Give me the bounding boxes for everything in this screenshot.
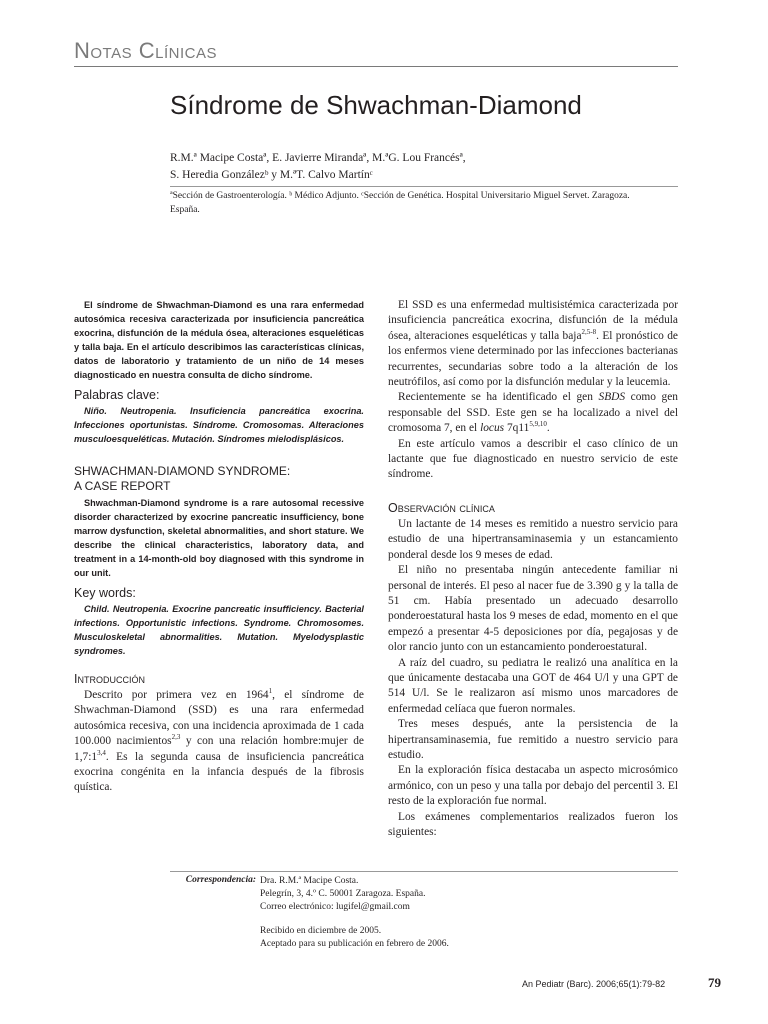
observation-heading: Observación clínica <box>388 500 495 515</box>
correspondence-name: Dra. R.M.ª Macipe Costa. <box>260 876 359 886</box>
right-paragraph-3: En este artículo vamos a describir el caso clínico de un lactante que fue diagnosticado en nuestro servicio de este síndrome. <box>388 437 678 481</box>
english-title-line-1: SHWACHMAN-DIAMOND SYNDROME: <box>74 464 291 478</box>
right-p2-text-4: . <box>546 422 550 435</box>
authors-block <box>170 150 678 184</box>
authors-line-2: S. Heredia Gonzálezᵇ y M.ªT. Calvo Martínᶜ <box>170 169 373 181</box>
correspondence-divider <box>170 871 678 872</box>
english-title <box>74 464 364 494</box>
observation-paragraph-5: En la exploración física destacaba un aspecto microsómico armónico, con un peso y una talla por debajo del percentil 3. El resto de la exploración fue normal. <box>388 764 678 808</box>
observation-paragraph-6: Los exámenes complementarios realizados fueron los siguientes: <box>388 810 678 838</box>
keywords-heading-english: Key words: <box>74 586 136 600</box>
intro-text-2: , el síndrome de Shwachman-Diamond (SSD) es una rara enfermedad autosómica recesiva, con una incidencia aproximada de 1 cada 100.000 nacimientos <box>74 689 364 748</box>
right-paragraph-2 <box>388 390 678 436</box>
keywords-heading-spanish: Palabras clave: <box>74 388 160 402</box>
intro-text-1: Descrito por primera vez en 1964 <box>84 689 269 701</box>
page-number: 79 <box>708 975 721 990</box>
authors-line-1: R.M.ª Macipe Costaª, E. Javierre Mirandaª, M.ªG. Lou Francésª, <box>170 152 466 164</box>
left-column <box>74 298 364 796</box>
section-heading: Notas Clínicas <box>74 38 217 63</box>
intro-text-3: y con una relación hombre:mujer de 1,7:1 <box>74 735 364 763</box>
observation-paragraph-3: A raíz del cuadro, su pediatra le realizó una analítica en la que únicamente destacaba una GOT de 464 U/l y una GPT de 514 U/l. Se le realizaron así mismo unos marcadores de enfermedad celíaca que fueron normales. <box>388 656 678 715</box>
right-paragraph-1 <box>388 298 678 390</box>
locus-term: locus <box>480 422 505 435</box>
citation-ref: 5,9,10 <box>529 420 547 429</box>
citation-ref: 1 <box>268 687 273 696</box>
right-p1-text-1: El SSD es una enfermedad multisistémica caracterizada por insuficiencia pancreática exocrina, disfunción de la médula ósea, alteraciones esqueléticas y talla baja <box>388 299 678 342</box>
affiliation-divider <box>170 186 678 187</box>
keywords-spanish: Niño. Neutropenia. Insuficiencia pancreática exocrina. Infecciones oportunistas. Síndrome. Cromosomas. Alteraciones musculoesqueléticas. Mutación. Síndromes mielodisplásicos. <box>74 406 364 444</box>
right-p2-text-1: Recientemente se ha identificado el gen <box>398 391 599 404</box>
correspondence-label: Correspondencia: <box>185 875 256 885</box>
citation-ref: 2,5-8 <box>581 328 597 337</box>
gene-name: SBDS <box>598 391 626 404</box>
keywords-english: Child. Neutropenia. Exocrine pancreatic insufficiency. Bacterial infections. Opportunistic infections. Syndrome. Chromosomes. Musculoskeletal abnormalities. Mutation. Myelodysplastic syndromes. <box>74 604 364 656</box>
right-p2-text-3: 7q11 <box>504 422 530 435</box>
right-p2-text-2: como gen responsable del SSD. Este gen se ha localizado a nivel del cromosoma 7, en el <box>388 391 678 435</box>
accepted-date: Aceptado para su publicación en febrero de 2006. <box>260 939 449 949</box>
right-p1-text-2: . El pronóstico de los enfermos viene determinado por las infecciones bacterianas recurrentes, secundarias sobre todo a la alteración de los neutrófilos, así como por la disfunción medular y la leucemia. <box>388 329 678 389</box>
article-title: Síndrome de Shwachman-Diamond <box>170 90 582 120</box>
right-column <box>388 298 678 840</box>
correspondence-email: Correo electrónico: lugifel@gmail.com <box>260 902 410 912</box>
affiliation: ªSección de Gastroenterología. ᵇ Médico Adjunto. ᶜSección de Genética. Hospital Universitario Miguel Servet. Zaragoza. España. <box>170 191 630 215</box>
header-divider <box>74 66 678 67</box>
correspondence-block <box>260 875 680 951</box>
observation-paragraph-2: El niño no presentaba ningún antecedente familiar ni personal de interés. El peso al nacer fue de 3.390 g y la talla de 51 cm. Había presentado un adecuado desarrollo ponderoestatural hasta los 9 meses de edad, momento en el que empezó a presentar 4-5 deposiciones por día, pegajosas y de olor rancio junto con un estancamiento ponderoestatural. <box>388 564 678 654</box>
citation-ref: 2,3 <box>171 733 181 742</box>
intro-paragraph <box>74 688 364 796</box>
intro-heading: Introducción <box>74 672 145 686</box>
observation-paragraph-4: Tres meses después, ante la persistencia de la hipertransaminasemia, fue remitido a nuestro servicio para estudio. <box>388 718 678 761</box>
observation-paragraph-1: Un lactante de 14 meses es remitido a nuestro servicio para estudio de una hipertransaminasemia y un estancamiento ponderal desde los 9 meses de edad. <box>388 517 678 561</box>
abstract-spanish: El síndrome de Shwachman-Diamond es una rara enfermedad autosómica recesiva caracterizada por insuficiencia pancreática exocrina, disfunción de la médula ósea, alteraciones esqueléticas y talla baja. En el artículo describimos las características clínicas, datos de laboratorio y tratamiento de un niño de 14 meses diagnosticado en nuestra consulta de dicho síndrome. <box>74 300 364 380</box>
citation-ref: 3,4 <box>97 748 106 757</box>
intro-text-4: . Es la segunda causa de insuficiencia pancreática exocrina congénita en la infancia después de la fibrosis quística. <box>74 750 364 794</box>
correspondence-address: Pelegrín, 3, 4.º C. 50001 Zaragoza. España. <box>260 889 426 899</box>
abstract-english: Shwachman-Diamond syndrome is a rare autosomal recessive disorder characterized by exocrine pancreatic insufficiency, bone marrow dysfunction, skeletal abnormalities, and short stature. We describe the clinical characteristics, laboratory data, and treatment in a 14-month-old boy diagnosed with this syndrome in our unit. <box>74 498 364 578</box>
english-title-line-2: A CASE REPORT <box>74 479 171 493</box>
journal-citation: An Pediatr (Barc). 2006;65(1):79-82 <box>522 979 666 989</box>
received-date: Recibido en diciembre de 2005. <box>260 926 382 936</box>
